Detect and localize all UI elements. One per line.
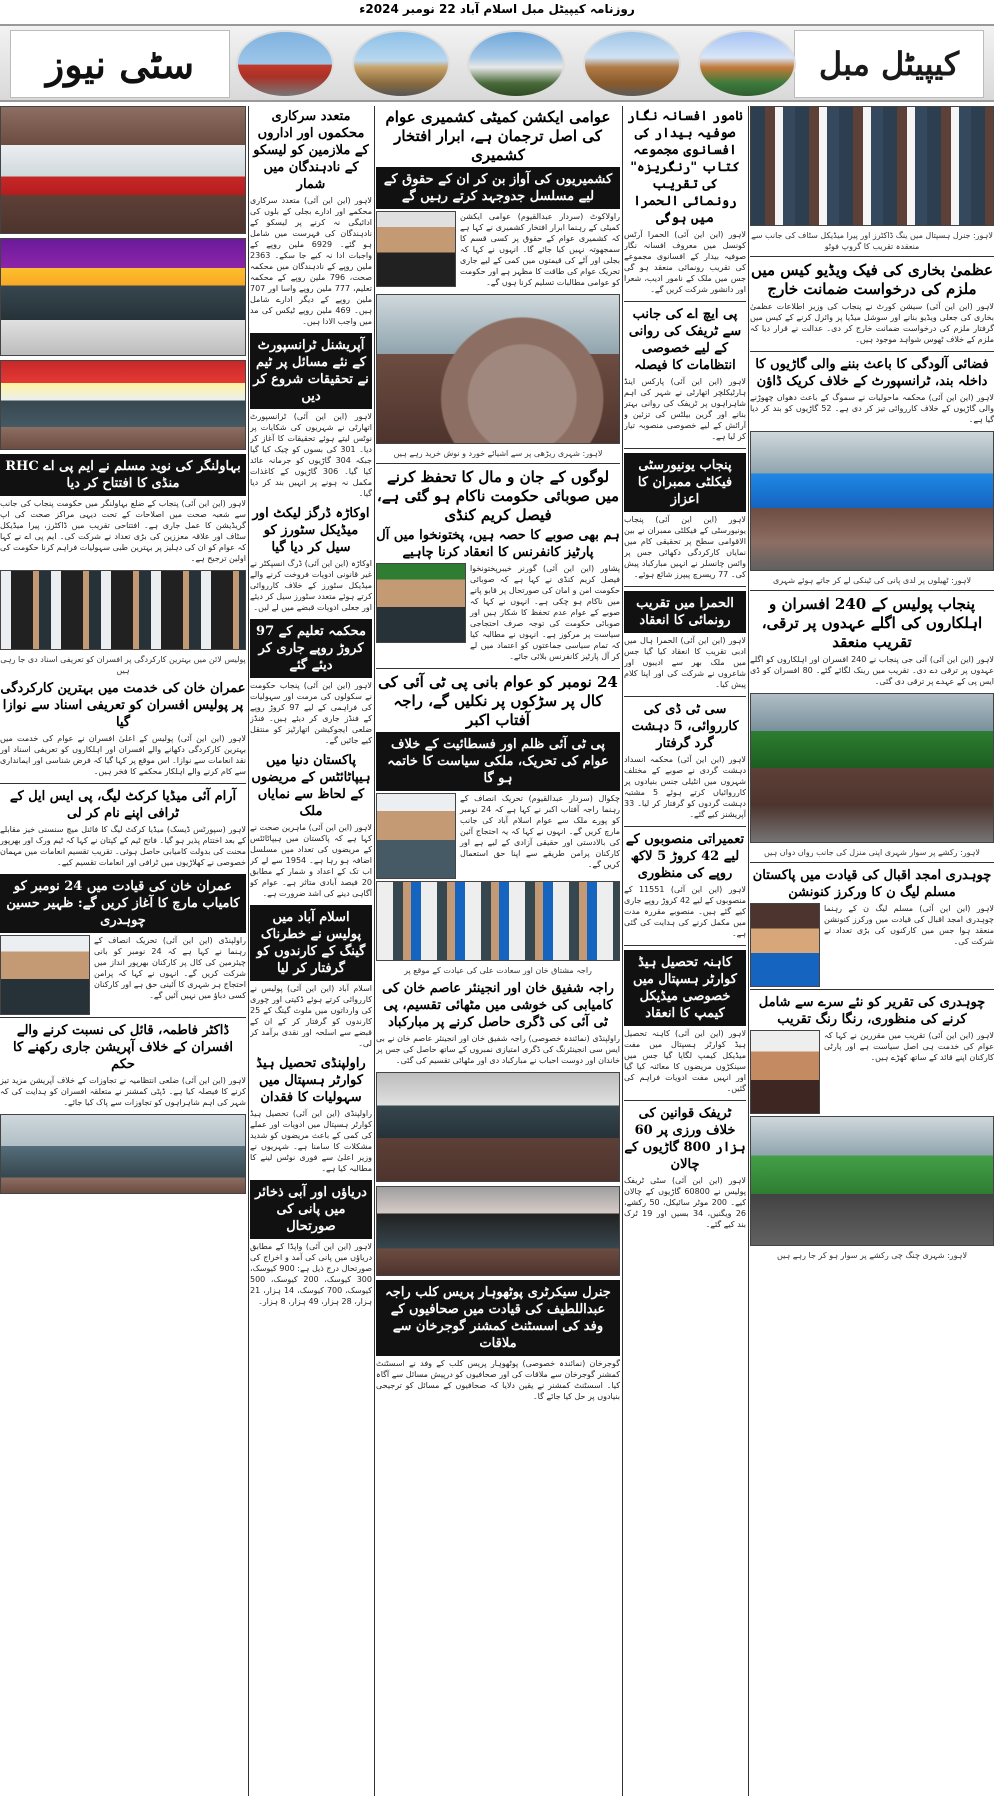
story xyxy=(0,454,246,564)
story xyxy=(750,994,994,1063)
story xyxy=(250,108,372,327)
photo-rickshaw xyxy=(750,693,994,843)
masthead-photo-station xyxy=(352,30,450,98)
story xyxy=(750,261,994,345)
column-5 xyxy=(750,106,994,1796)
headline: چوہدری امجد اقبال کی قیادت میں پاکستان مسلم لیگ ن کا ورکرز کنونشن xyxy=(752,868,992,900)
divider xyxy=(624,586,746,587)
article-body: راولپنڈی (این این آئی) تحریک انصاف کے رہنما نے کہا ہے کہ 24 نومبر کو بانی چیئرمین کی کال پر کارکنان بھرپور انداز میں شرکت کریں گے۔ انہوں نے کہا کہ پرامن احتجاج ہر شہری کا آئینی حق ہے اور کارکنان کسی دباؤ میں نہیں آئیں گے۔ xyxy=(94,936,246,1000)
headline: پنجاب یونیورسٹی فیکلٹی ممبران کا اعزاز xyxy=(624,453,746,512)
subheadline: پی ٹی آئی ظلم اور فسطائیت کے خلاف عوام کی تحریک، ملکی سیاست کا خاتمہ ہو گا xyxy=(376,732,620,791)
headline: آپریشنل ٹرانسپورٹ کے نئے مسائل پر ٹیم نے تحقیقات شروع کر دیں xyxy=(250,333,372,409)
article-body: لاہور (این این آئی) سیشن کورٹ نے پنجاب کی وزیر اطلاعات عظمیٰ بخاری کی جعلی ویڈیو بنانے اور سوشل میڈیا پر وائرل کرنے کے کیس میں گرفتار ملزم کی درخواست ضمانت خارج کر دی۔ عدالت نے قرار دیا کہ ملزم کے خلاف ٹھوس شواہد موجود ہیں۔ xyxy=(750,302,994,344)
headline: پی ایچ اے کی جانب سے ٹریفک کی روانی کے لیے خصوصی انتظامات کا فیصلہ xyxy=(628,307,742,373)
column-1 xyxy=(0,106,246,1796)
masthead-photo-monument xyxy=(583,30,681,98)
divider xyxy=(750,590,994,591)
headline: دریاؤں اور آبی ذخائر میں پانی کی صورتحال xyxy=(250,1180,372,1239)
headline: عمران خان کی قیادت میں 24 نومبر کو کامیاب مارچ کا آغاز کریں گے: ظہیر حسین چوہدری xyxy=(0,874,246,933)
story xyxy=(0,788,246,868)
headline: پاکستان دنیا میں ہیپاٹائٹس کے مریضوں کے لحاظ سے نمایاں ملک xyxy=(251,753,371,819)
headline: ٹریفک قوانین کی خلاف ورزی پر 60 ہزار 800 گاڑیوں کے چالان xyxy=(624,1106,746,1172)
article-body: پشاور (این این آئی) گورنر خیبرپختونخوا فیصل کریم کنڈی نے کہا ہے کہ صوبائی حکومت امن و امان کی صورتحال پر قابو پانے میں ناکام ہو چکی ہے۔ انہوں نے کہا کہ صوبے کے عوام عدم تحفظ کا شکار ہیں اور صوبائی حکومت کی توجہ صرف احتجاجی سیاست پر مرکوز ہے۔ انہوں نے مطالبہ کیا کہ تمام سیاسی جماعتوں کو اعتماد میں لے کر آل پارٹیز کانفرنس بلائی جائے۔ xyxy=(470,564,620,661)
masthead-photo-strip xyxy=(236,30,796,98)
divider xyxy=(0,1017,246,1018)
portrait-photo xyxy=(750,1030,820,1114)
article-body: راولاکوٹ (سردار عبدالقیوم) عوامی ایکشن کمیٹی کے رہنما ابرار افتخار کشمیری نے کہا ہے کہ کشمیری عوام کے حقوق پر کسی قسم کا سمجھوتہ نہیں کیا جائے گا۔ انہوں نے کہا کہ بجلی اور آٹے کی قیمتوں میں کمی کے لیے جاری تحریک عوام کی طاقت کا مظہر ہے اور حکومت کو عوامی مطالبات تسلیم کرنا ہوں گے۔ xyxy=(460,212,620,287)
column-2 xyxy=(250,106,372,1796)
headline: محکمہ تعلیم کے 97 کروڑ روپے جاری کر دیئے گئے xyxy=(250,619,372,678)
story xyxy=(750,356,994,425)
photo-caption: راجہ مشتاق خان اور سعادت علی کی عیادت کے موقع پر xyxy=(404,966,592,975)
story xyxy=(624,950,746,1094)
column-rule xyxy=(374,106,375,1796)
story xyxy=(750,867,994,947)
headline: نامور افسانہ نگار صوفیہ بیدار کی افسانوی مجموعہ کتاب "رنگریزہ" کی تقریب رونمائی الحمرا میں ہوگی xyxy=(627,109,743,226)
headline: عوامی ایکشن کمیٹی کشمیری عوام کی اصل ترجمان ہے، ابرار افتخار کشمیری xyxy=(385,108,611,164)
headline: اسلام آباد میں پولیس نے خطرناک گینگ کے کارندوں کو گرفتار کر لیا xyxy=(250,905,372,981)
masthead-photo-bus xyxy=(236,30,334,98)
photo-event-2 xyxy=(0,238,246,356)
photo-event-3 xyxy=(0,360,246,450)
column-4 xyxy=(624,106,746,1796)
story xyxy=(376,468,620,662)
article-body: لاہور (این این آئی) واپڈا کے مطابق دریاؤں میں پانی کی آمد و اخراج کی صورتحال درج ذیل ہے: 900 کیوسک، 300 کیوسک، 200 کیوسک، 500 کیوسک، 700 کیوسک، 14 ہزار، 21 ہزار، 28 ہزار، 49 ہزار، 8 ہزار۔ xyxy=(250,1242,372,1306)
article-body: لاہور (این این آئی) پنجاب یونیورسٹی کے فیکلٹی ممبران نے بین الاقوامی سطح پر تحقیقی کام میں نمایاں کارکردگی دکھائی جس پر وائس چانسلر نے انہیں مبارکباد پیش کی۔ 77 ریسرچ پیپرز شائع ہوئے۔ xyxy=(624,515,746,579)
masthead xyxy=(0,24,994,102)
photo-caption: لاہور: ٹھیلوں پر لدی پانی کی ٹینکی لے کر جاتے ہوئے شہری xyxy=(772,576,972,585)
story xyxy=(250,905,372,1049)
masthead-photo-mosque xyxy=(467,30,565,98)
photo-market xyxy=(376,294,620,444)
story xyxy=(376,980,620,1066)
story xyxy=(624,108,746,295)
divider xyxy=(376,668,620,669)
article-body: لاہور (این این آئی) محکمہ انسداد دہشت گردی نے صوبے کے مختلف شہروں میں انٹیلی جنس بنیادوں پر کارروائیاں کرتے ہوئے 5 مشتبہ دہشت گردوں کو گرفتار کر لیا۔ 33 آپریشنز کیے گئے۔ xyxy=(624,755,746,819)
column-rule xyxy=(748,106,749,1796)
article-body: گوجرخان (نمائندہ خصوصی) پوٹھوہار پریس کلب کے وفد نے اسسٹنٹ کمشنر گوجرخان سے ملاقات کی اور صحافیوں کو درپیش مسائل سے آگاہ کیا۔ اسسٹنٹ کمشنر نے یقین دلایا کہ صحافیوں کے مسائل کو ترجیحی بنیادوں پر حل کیا جائے گا۔ xyxy=(376,1359,620,1401)
story xyxy=(250,619,372,746)
story xyxy=(624,591,746,690)
divider xyxy=(624,301,746,302)
photo-police-ceremony xyxy=(0,570,246,650)
headline: عظمیٰ بخاری کی فیک ویڈیو کیس میں ملزم کی درخواست ضمانت خارج xyxy=(751,261,993,298)
article-body: لاہور (این این آئی) سٹی ٹریفک پولیس نے 60800 گاڑیوں کے چالان کیے۔ 200 موٹر سائیکل، 50 رکشے، 26 ویگنیں، 34 بسیں اور 19 ٹرک بند کیے گئے۔ xyxy=(624,1176,746,1229)
divider xyxy=(750,351,994,352)
story xyxy=(376,1280,620,1402)
story xyxy=(0,874,246,1001)
article-body: لاہور (این این آئی) کاہنہ تحصیل ہیڈ کوارٹر ہسپتال میں مفت میڈیکل کیمپ لگایا گیا جس میں سینکڑوں مریضوں کا معائنہ کیا گیا اور انہیں مفت ادویات فراہم کی گئیں۔ xyxy=(624,1029,746,1093)
article-body: لاہور (سپورٹس ڈیسک) میڈیا کرکٹ لیگ کا فائنل میچ سنسنی خیز مقابلے کے بعد اختتام پذیر ہو گیا۔ فاتح ٹیم کے کپتان نے کہا کہ ٹیم ورک اور بھرپور محنت کی بدولت کامیابی حاصل ہوئی۔ تقریب تقسیم انعامات میں مہمان خصوصی نے کھلاڑیوں میں ٹرافی اور انعامات تقسیم کیے۔ xyxy=(0,825,246,867)
divider xyxy=(624,696,746,697)
dateline: روزنامہ کیپیٹل مبل اسلام آباد 22 نومبر 2024ء xyxy=(359,2,635,16)
photo-caption: لاہور: جنرل ہسپتال میں ینگ ڈاکٹرز اور پیرا میڈیکل سٹاف کی جانب سے منعقدہ تقریب کا گروپ فوٹو xyxy=(751,231,993,251)
story xyxy=(750,595,994,687)
article-body: لاہور (این این آئی) ٹرانسپورٹ اتھارٹی نے شہریوں کی شکایات پر نوٹس لیتے ہوئے تحقیقات کا آغاز کر دیا۔ 301 کی بسوں کو چیک کیا گیا جبکہ 304 گاڑیوں کو جرمانہ عائد کیا گیا۔ 306 گاڑیوں کے کاغذات مکمل نہ ہونے پر انہیں بند کر دیا گیا۔ xyxy=(250,412,372,498)
article-body: راولپنڈی (این این آئی) تحصیل ہیڈ کوارٹر ہسپتال میں ادویات اور عملے کی کمی کے باعث مریضوں کو شدید مشکلات کا سامنا ہے۔ شہریوں نے وزیر اعلیٰ سے فوری نوٹس لینے کا مطالبہ کیا ہے۔ xyxy=(250,1109,372,1173)
article-body: اسلام آباد (این این آئی) پولیس نے کارروائی کرتے ہوئے ڈکیتی اور چوری کی وارداتوں میں ملوث گینگ کے 25 کارندوں کو گرفتار کر کے ان کے قبضے سے اسلحہ اور نقدی برآمد کر لی۔ xyxy=(250,984,372,1048)
article-body: لاہور (این این آئی) متعدد سرکاری محکمے اور ادارے بجلی کے بلوں کی ادائیگی نہ کرنے پر لیسکو کے نادہندگان کی فہرست میں شامل ہو گئے۔ 6929 ملین روپے کے واجبات ادا نہ کیے جا سکے۔ 2363 ملین روپے کے نادہندگان میں محکمہ صحت، 796 ملین روپے کے محکمہ تعلیم، 777 ملین روپے واسا اور 707 ملین روپے کے دیگر ادارے شامل ہیں۔ 469 ملین روپے ٹیکس کی مد میں واجب الادا ہیں۔ xyxy=(250,196,372,326)
masthead-photo-minar xyxy=(698,30,796,98)
story xyxy=(376,673,620,870)
article-body: لاہور (این این آئی) پولیس کے اعلیٰ افسران نے عوام کی خدمت میں بہترین کارکردگی دکھانے والے افسران اور اہلکاروں کو تعریفی اسناد اور نقد انعامات سے نوازا۔ اس موقع پر کہا گیا کہ فرض شناسی اور ایمانداری سے کام کرنے والے اہلکار محکمے کا فخر ہیں۔ xyxy=(0,734,246,776)
divider xyxy=(624,1100,746,1101)
story xyxy=(624,306,746,442)
article-body: راولپنڈی (نمائندہ خصوصی) راجہ شفیق خان اور انجینئر عاصم خان نے بی ایس سی انجینئرنگ کی ڈگری امتیازی نمبروں کے ساتھ حاصل کی جس پر خاندان اور دوست احباب نے مبارکباد دی اور مٹھائی تقسیم کی گئی۔ xyxy=(376,1034,620,1065)
headline: لوگوں کے جان و مال کا تحفظ کرنے میں صوبائی حکومت ناکام ہو گئی ہے، فیصل کریم کنڈی xyxy=(376,468,620,524)
story xyxy=(250,1180,372,1307)
article-body: لاہور (این این آئی) پنجاب حکومت نے سکولوں کی مرمت اور سہولیات کی فراہمی کے لیے 97 کروڑ روپے کے فنڈز جاری کر دیئے ہیں۔ فنڈز ضلعی ایجوکیشن اتھارٹیز کو منتقل کیے جائیں گے۔ xyxy=(250,681,372,745)
portrait-photo xyxy=(376,563,466,643)
headline: فضائی آلودگی کا باعث بننے والی گاڑیوں کا داخلہ بند، ٹرانسپورٹ کے خلاف کریک ڈاؤن xyxy=(755,357,989,389)
subheadline: ہم بھی صوبے کا حصہ ہیں، پختونخوا میں آل پارٹیز کانفرنس کا انعقاد کرنا چاہیے xyxy=(376,528,620,560)
story xyxy=(624,831,746,939)
divider xyxy=(624,945,746,946)
divider xyxy=(750,256,994,257)
photo-caption: لاہور: شہری چنگ چی رکشے پر سوار ہو کر جا رہے ہیں xyxy=(776,1251,968,1260)
headline: عمران خان کی خدمت میں بہترین کارکردگی پر پولیس افسران کو تعریفی اسناد سے نوازا گیا xyxy=(0,681,246,730)
portrait-photo xyxy=(376,211,456,287)
photo-office-meeting xyxy=(376,1072,620,1182)
column-rule xyxy=(622,106,623,1796)
headline: کاہنہ تحصیل ہیڈ کوارٹر ہسپتال میں خصوصی میڈیکل کیمپ کا انعقاد xyxy=(624,950,746,1026)
photo-event-1 xyxy=(0,106,246,234)
headline: چوہدری کی تقریر کو نئے سرے سے شامل کرنے کی منظوری، رنگا رنگ تقریب xyxy=(758,995,986,1027)
photo-chingchi xyxy=(750,1116,994,1246)
photo-group xyxy=(750,106,994,226)
headline: آرام آئی میڈیا کرکٹ لیگ، پی ایس ایل کے ٹرافی اپنے نام کر لی xyxy=(9,789,237,821)
article-body: اوکاڑہ (این این آئی) ڈرگ انسپکٹر نے غیر قانونی ادویات فروخت کرنے والے میڈیکل سٹورز کے خلاف کارروائی کرتے ہوئے متعدد سٹورز سیل کر دیئے اور جعلی ادویات قبضے میں لے لیں۔ xyxy=(250,559,372,612)
article-body: لاہور (این این آئی) محکمہ ماحولیات نے سموگ کے باعث دھواں چھوڑنے والی گاڑیوں کے خلاف کارروائی تیز کر دی ہے۔ 52 گاڑیوں کو بند کر دیا گیا ہے۔ xyxy=(750,393,994,424)
photo-children xyxy=(0,1114,246,1194)
article-body: لاہور (این این آئی) الحمرا ہال میں ادبی تقریب کا انعقاد کیا گیا جس میں ملک بھر سے ادیبوں اور شاعروں نے شرکت کی اور اپنا کلام پیش کیا۔ xyxy=(624,636,746,689)
article-body: لاہور (این این آئی) پارکس اینڈ ہارٹیکلچر اتھارٹی نے شہر کی اہم شاہراہوں پر ٹریفک کی روانی بہتر بنانے اور گرین بیلٹس کی تزئین و آرائش کے لیے خصوصی منصوبہ تیار کر لیا ہے۔ xyxy=(624,377,746,441)
story xyxy=(624,1105,746,1230)
article-body: لاہور (این این آئی) پنجاب کے ضلع بہاولنگر میں حکومت پنجاب کی جانب سے شعبہ صحت میں اصلاحات کے تحت دیہی مراکز صحت کی اپ گریڈیشن کا عمل جاری ہے۔ افتتاحی تقریب میں ڈاکٹرز، پیرا میڈیکل سٹاف اور علاقہ معززین کی بڑی تعداد نے شرکت کی۔ ایم پی اے نے کہا کہ عوام کو ان کی دہلیز پر بہترین طبی سہولیات فراہم کرنا حکومت کی اولین ترجیح ہے۔ xyxy=(0,499,246,563)
story xyxy=(250,752,372,899)
portrait-photo xyxy=(376,793,456,879)
headline: ڈاکٹر فاطمہ، قائل کی نسبت کرنے والے افسران کے خلاف آپریشن جاری رکھنے کا حکم xyxy=(12,1023,234,1072)
story xyxy=(0,680,246,777)
photo-meeting-group xyxy=(376,881,620,961)
divider xyxy=(750,862,994,863)
headline: متعدد سرکاری محکموں اور اداروں کے ملازمین کو لیسکو کے نادہندگان میں شمار xyxy=(253,109,369,192)
headline: بہاولنگر کی نوید مسلم نے ایم پی اے RHC منڈی کا افتتاح کر دیا xyxy=(0,454,246,496)
article-body: لاہور (این این آئی) الحمرا آرٹس کونسل میں معروف افسانہ نگار صوفیہ بیدار کے افسانوی مجموعے کی تقریب رونمائی منعقد ہو گی جس میں ملک کے نامور ادیب، شعرا اور دانشور شرکت کریں گے۔ xyxy=(624,230,746,294)
story xyxy=(624,453,746,580)
portrait-photo xyxy=(0,935,90,1015)
photo-caption: لاہور: شہری ریڑھی پر سے اشیائے خورد و نوش خرید رہے ہیں xyxy=(393,449,603,458)
headline: الحمرا میں تقریب رونمائی کا انعقاد xyxy=(624,591,746,633)
photo-office-meeting-2 xyxy=(376,1186,620,1276)
divider xyxy=(750,989,994,990)
headline: پنجاب پولیس کے 240 افسران و اہلکاروں کی اگلے عہدوں پر ترقی، تقریب منعقد xyxy=(761,595,983,651)
brand-logo: کیپیٹل مبل xyxy=(794,30,984,98)
headline: 24 نومبر کو عوام بانی پی ٹی آئی کی کال پر سڑکوں پر نکلیں گے، راجہ آفتاب اکبر xyxy=(378,673,618,729)
divider xyxy=(624,448,746,449)
divider xyxy=(624,826,746,827)
photo-caption: پولیس لائن میں بہترین کارکردگی پر افسران کو تعریفی اسناد دی جا رہی ہیں xyxy=(0,655,246,675)
headline: اوکاڑہ ڈرگز لیکٹ اور میڈیکل سٹورز کو سیل کر دیا گیا xyxy=(252,506,370,555)
headline: راجہ شفیق خان اور انجینئر عاصم خان کی کامیابی کی خوشی میں مٹھائی تقسیم، پی ٹی آئی کی ڈگری حاصل کرنے پر مبارکباد xyxy=(382,981,614,1030)
section-title: سٹی نیوز xyxy=(10,30,230,98)
divider xyxy=(0,783,246,784)
article-body: لاہور (این این آئی) تقریب میں مقررین نے کہا کہ عوام کی خدمت ہی اصل سیاست ہے اور پارٹی کارکنان اپنے قائد کے ساتھ کھڑے ہیں۔ xyxy=(824,1031,994,1062)
story xyxy=(250,505,372,613)
photo-water-tank xyxy=(750,431,994,571)
article-body: لاہور (این این آئی) مسلم لیگ ن کے رہنما چوہدری امجد اقبال کی قیادت میں ورکرز کنونشن منعقد ہوا جس میں کارکنوں کی بڑی تعداد نے شرکت کی۔ xyxy=(824,904,994,946)
column-rule xyxy=(248,106,249,1796)
story xyxy=(250,333,372,499)
portrait-photo xyxy=(750,903,820,987)
headline: سی ٹی ڈی کی کارروائی، 5 دہشت گرد گرفتار xyxy=(631,702,739,751)
headline: راولپنڈی تحصیل ہیڈ کوارٹر ہسپتال میں سہولیات کا فقدان xyxy=(256,1056,366,1105)
photo-caption: لاہور: رکشے پر سوار شہری اپنی منزل کی جانب رواں دواں ہیں xyxy=(764,848,980,857)
subheadline: کشمیریوں کی آواز بن کر ان کے حقوق کے لیے مسلسل جدوجہد کرتے رہیں گے xyxy=(376,167,620,209)
article-body: لاہور (این این آئی) آئی جی پنجاب نے 240 افسران اور اہلکاروں کو اگلے عہدوں پر ترقی دے دی۔ تقریب میں رینک لگائے گئے۔ 80 افسران کو ڈی ایس پی کے عہدے پر ترقی دی گئی۔ xyxy=(750,655,994,686)
story xyxy=(250,1055,372,1174)
article-body: لاہور (این این آئی) ضلعی انتظامیہ نے تجاوزات کے خلاف آپریشن مزید تیز کرنے کا فیصلہ کیا ہے۔ ڈپٹی کمشنر نے متعلقہ افسران کو ہدایت کی کہ شہر کی اہم شاہراہوں کو تجاوزات سے پاک کیا جائے۔ xyxy=(0,1076,246,1107)
headline: جنرل سیکرٹری پوٹھوہار پریس کلب راجہ عبداللطیف کی قیادت میں صحافیوں کے وفد کی اسسٹنٹ کمشنر گوجرخان سے ملاقات xyxy=(376,1280,620,1356)
article-body: چکوال (سردار عبدالقیوم) تحریک انصاف کے رہنما راجہ آفتاب اکبر نے کہا ہے کہ 24 نومبر کو پورے ملک سے عوام اسلام آباد کی جانب مارچ کریں گے۔ انہوں نے کہا کہ یہ احتجاج آئین کی بالادستی اور حقیقی آزادی کے لیے ہے اور کارکنان پرامن طریقے سے اپنا حق استعمال کریں گے۔ xyxy=(460,794,620,869)
story xyxy=(624,701,746,820)
column-3 xyxy=(376,106,620,1796)
story xyxy=(0,1022,246,1108)
headline: تعمیراتی منصوبوں کے لیے 42 کروڑ 5 لاکھ روپے کی منظوری xyxy=(625,832,745,881)
article-body: لاہور (این این آئی) ماہرین صحت نے کہا ہے کہ پاکستان میں ہیپاٹائٹس کے مریضوں کی تعداد میں مسلسل اضافہ ہو رہا ہے۔ 1954 سے لے کر اب تک کے اعداد و شمار کے مطابق 20 فیصد آبادی متاثر ہے۔ عوام کو آگاہی دینے کی اشد ضرورت ہے۔ xyxy=(250,823,372,898)
story xyxy=(376,108,620,288)
divider xyxy=(376,463,620,464)
article-body: لاہور (این این آئی) 11551 کے منصوبوں کے لیے 42 کروڑ روپے جاری کیے گئے ہیں۔ منصوبے مقررہ مدت میں مکمل کرنے کی ہدایت کی گئی ہے۔ xyxy=(624,885,746,938)
